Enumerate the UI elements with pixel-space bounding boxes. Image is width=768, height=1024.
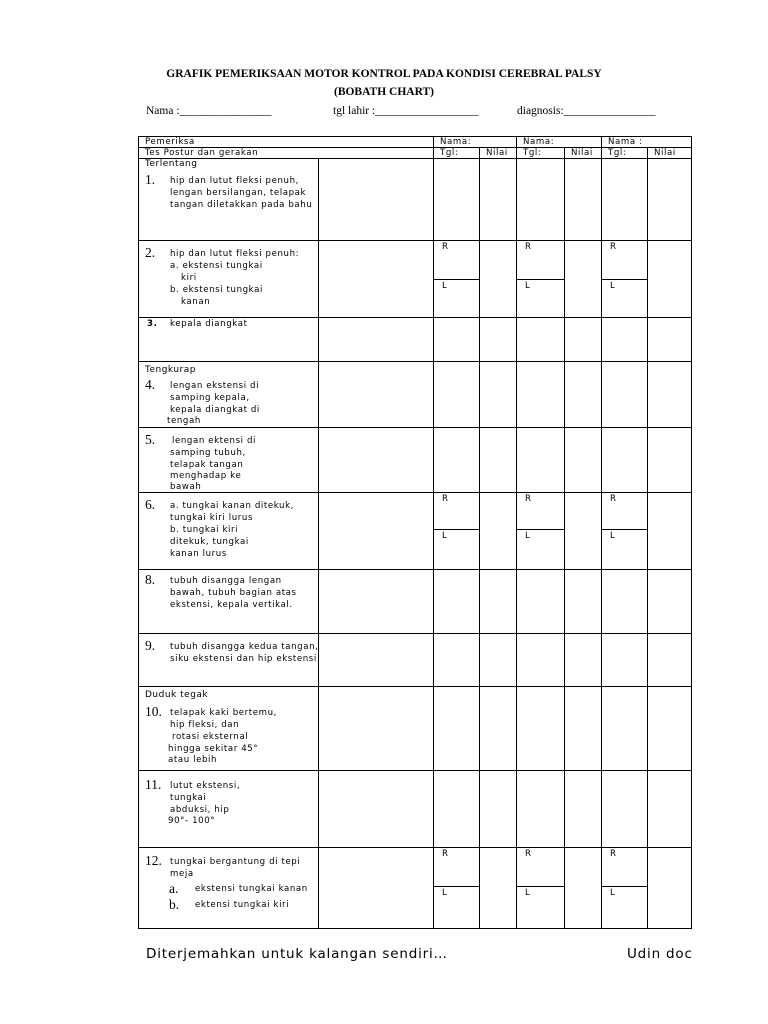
- nama-header-1: Nama:: [434, 137, 517, 148]
- left-label: L: [442, 531, 448, 541]
- tgl-cell[interactable]: [602, 318, 648, 362]
- left-label: L: [442, 888, 448, 898]
- nilai-header-1: Nilai: [480, 148, 517, 159]
- test-text-line: abduksi, hip: [170, 805, 230, 815]
- nilai-cell[interactable]: [648, 771, 692, 848]
- test-text-line: kepala diangkat di: [170, 405, 260, 415]
- test-text-line: bawah, tubuh bagian atas: [170, 588, 297, 598]
- rl-cell[interactable]: [602, 493, 648, 570]
- test-text-line: ekstensi, kepala vertikal.: [170, 600, 293, 610]
- score-cell[interactable]: [319, 493, 434, 570]
- test-text-line: lutut ekstensi,: [170, 781, 241, 791]
- test-number: 3.: [147, 319, 158, 329]
- test-text-line: kanan lurus: [170, 549, 227, 559]
- right-label: R: [610, 494, 617, 504]
- right-label: R: [525, 494, 532, 504]
- nilai-cell[interactable]: [648, 848, 692, 929]
- nilai-cell[interactable]: [480, 570, 517, 634]
- nilai-cell[interactable]: [480, 687, 517, 771]
- test-text-line: tubuh disangga lengan: [170, 576, 282, 586]
- test-text-line: meja: [170, 869, 194, 879]
- rl-divider: [517, 886, 564, 887]
- test-cell-6: [139, 493, 319, 570]
- rl-cell[interactable]: [517, 241, 565, 318]
- test-number: 11.: [145, 777, 162, 792]
- rl-divider: [434, 279, 479, 280]
- test-text-line: telapak kaki bertemu,: [170, 708, 278, 718]
- tgl-cell[interactable]: [434, 634, 480, 687]
- left-label: L: [610, 888, 616, 898]
- nilai-cell[interactable]: [480, 159, 517, 241]
- score-cell[interactable]: [319, 428, 434, 493]
- nilai-cell[interactable]: [480, 771, 517, 848]
- section-terlentang: Terlentang: [145, 159, 198, 169]
- diagnosis-field: diagnosis:________________: [517, 105, 656, 117]
- nilai-header-2: Nilai: [565, 148, 602, 159]
- score-cell[interactable]: [319, 318, 434, 362]
- left-label: L: [610, 531, 616, 541]
- test-text-line: tengah: [167, 416, 201, 426]
- tgl-cell[interactable]: [517, 318, 565, 362]
- nilai-cell[interactable]: [565, 771, 602, 848]
- rl-divider: [517, 529, 564, 530]
- test-row-12: [139, 848, 692, 929]
- tgl-cell[interactable]: [602, 634, 648, 687]
- nilai-cell[interactable]: [648, 159, 692, 241]
- nilai-cell[interactable]: [565, 241, 602, 318]
- test-text-line: tangan diletakkan pada bahu: [170, 200, 313, 210]
- test-text-line: telapak tangan: [170, 460, 244, 470]
- test-text-line: samping kepala,: [170, 393, 250, 403]
- tgl-cell[interactable]: [517, 634, 565, 687]
- nilai-cell[interactable]: [648, 687, 692, 771]
- tgl-lahir-field: tgl lahir :__________________: [333, 105, 479, 117]
- test-cell-10: [139, 687, 319, 771]
- test-number: 9.: [145, 638, 156, 653]
- nilai-cell[interactable]: [648, 493, 692, 570]
- score-cell[interactable]: [319, 634, 434, 687]
- test-row-2: [139, 241, 692, 318]
- nilai-cell[interactable]: [480, 362, 517, 428]
- tgl-cell[interactable]: [602, 159, 648, 241]
- score-cell[interactable]: [319, 771, 434, 848]
- tgl-cell[interactable]: [602, 771, 648, 848]
- left-label: L: [525, 281, 531, 291]
- test-row-8: [139, 570, 692, 634]
- nilai-cell[interactable]: [565, 428, 602, 493]
- test-number: 4.: [145, 377, 156, 392]
- left-label: L: [610, 281, 616, 291]
- test-number: 2.: [145, 245, 156, 260]
- test-number: 12.: [145, 853, 162, 868]
- rl-divider: [434, 886, 479, 887]
- test-text-line: ditekuk, tungkai: [170, 537, 249, 547]
- tgl-cell[interactable]: [517, 428, 565, 493]
- rl-cell[interactable]: [434, 241, 480, 318]
- tgl-cell[interactable]: [602, 428, 648, 493]
- nama-field: Nama :________________: [146, 105, 272, 117]
- nilai-cell[interactable]: [565, 318, 602, 362]
- test-text-line: tungkai kiri lurus: [170, 513, 254, 523]
- right-label: R: [525, 849, 532, 859]
- test-text-line: lengan ektensi di: [172, 436, 257, 446]
- test-cell-5: [139, 428, 319, 493]
- tgl-cell[interactable]: [517, 687, 565, 771]
- tgl-cell[interactable]: [434, 362, 480, 428]
- test-cell-2: [139, 241, 319, 318]
- test-text-line: hingga sekitar 45°: [168, 744, 259, 754]
- nilai-cell[interactable]: [648, 362, 692, 428]
- section-tengkurap: Tengkurap: [145, 365, 196, 375]
- test-text-line: ektensi tungkai kiri: [195, 900, 290, 910]
- nilai-cell[interactable]: [648, 428, 692, 493]
- tgl-cell[interactable]: [517, 362, 565, 428]
- test-text-line: 90°- 100°: [168, 816, 216, 826]
- test-text-line: rotasi eksternal: [172, 732, 249, 742]
- nilai-cell[interactable]: [648, 241, 692, 318]
- test-cell-12: [139, 848, 319, 929]
- rl-cell[interactable]: [602, 241, 648, 318]
- right-label: R: [442, 494, 449, 504]
- test-row-3: [139, 318, 692, 362]
- rl-cell[interactable]: [434, 848, 480, 929]
- test-text-line: hip fleksi, dan: [170, 720, 240, 730]
- document-subtitle: (BOBATH CHART): [333, 86, 434, 98]
- test-text-line: kepala diangkat: [170, 319, 248, 329]
- test-text-line: bawah: [170, 482, 202, 492]
- sub-item-a: a.: [169, 881, 179, 896]
- rl-cell[interactable]: [517, 848, 565, 929]
- tgl-cell[interactable]: [434, 771, 480, 848]
- rl-cell[interactable]: [434, 493, 480, 570]
- test-row-11: [139, 771, 692, 848]
- tgl-cell[interactable]: [434, 318, 480, 362]
- test-text-line: tungkai bergantung di tepi: [170, 857, 301, 867]
- test-cell-8: [139, 570, 319, 634]
- nilai-cell[interactable]: [648, 634, 692, 687]
- score-cell[interactable]: [319, 570, 434, 634]
- test-text-line: b. ekstensi tungkai: [170, 285, 263, 295]
- nilai-cell[interactable]: [480, 634, 517, 687]
- nilai-cell[interactable]: [648, 570, 692, 634]
- test-number: 6.: [145, 497, 156, 512]
- tgl-cell[interactable]: [434, 159, 480, 241]
- nilai-cell[interactable]: [480, 428, 517, 493]
- footer-note: Diterjemahkan untuk kalangan sendiri…: [146, 946, 448, 962]
- nama-header-2: Nama:: [517, 137, 602, 148]
- right-label: R: [525, 242, 532, 252]
- test-text-line: kanan: [181, 297, 211, 307]
- rl-cell[interactable]: [602, 848, 648, 929]
- tgl-cell[interactable]: [602, 570, 648, 634]
- nilai-cell[interactable]: [480, 493, 517, 570]
- score-cell[interactable]: [319, 362, 434, 428]
- tes-header: Tes Postur dan gerakan: [139, 148, 434, 159]
- test-text-line: a. ekstensi tungkai: [170, 261, 263, 271]
- rl-divider: [434, 529, 479, 530]
- test-text-line: siku ekstensi dan hip ekstensi.: [170, 654, 321, 664]
- test-row-6: [139, 493, 692, 570]
- test-cell-4: [139, 362, 319, 428]
- nilai-cell[interactable]: [480, 318, 517, 362]
- nilai-cell[interactable]: [565, 159, 602, 241]
- header-row-tes: [139, 148, 692, 159]
- test-row-9: [139, 634, 692, 687]
- right-label: R: [442, 242, 449, 252]
- test-text-line: ekstensi tungkai kanan: [195, 884, 308, 894]
- nilai-cell[interactable]: [565, 634, 602, 687]
- test-number: 10.: [145, 704, 162, 719]
- tgl-cell[interactable]: [434, 428, 480, 493]
- document-title: GRAFIK PEMERIKSAAN MOTOR KONTROL PADA KONDISI CEREBRAL PALSY: [166, 68, 602, 80]
- test-cell-11: [139, 771, 319, 848]
- tgl-header-2: Tgl:: [517, 148, 565, 159]
- rl-divider: [602, 886, 647, 887]
- tgl-header-1: Tgl:: [434, 148, 480, 159]
- footer-author: Udin doc: [627, 946, 693, 962]
- test-text-line: samping tubuh,: [170, 448, 246, 458]
- test-text-line: tubuh disangga kedua tangan,: [170, 642, 319, 652]
- nilai-cell[interactable]: [480, 241, 517, 318]
- left-label: L: [442, 281, 448, 291]
- rl-divider: [517, 279, 564, 280]
- header-row-pemeriksa: [139, 137, 692, 148]
- score-cell[interactable]: [319, 687, 434, 771]
- test-text-line: tungkai: [170, 793, 207, 803]
- test-text-line: lengan ekstensi di: [170, 381, 260, 391]
- bobath-chart-table: [138, 136, 692, 929]
- test-row-1: [139, 159, 692, 241]
- test-text-line: atau lebih: [168, 755, 218, 765]
- right-label: R: [610, 242, 617, 252]
- test-row-4: [139, 362, 692, 428]
- rl-divider: [602, 279, 647, 280]
- pemeriksa-header: Pemeriksa: [139, 137, 434, 148]
- nilai-cell[interactable]: [565, 362, 602, 428]
- test-row-10: [139, 687, 692, 771]
- test-text-line: menghadap ke: [170, 471, 242, 481]
- tgl-cell[interactable]: [434, 570, 480, 634]
- section-duduk-tegak: Duduk tegak: [145, 690, 209, 700]
- score-cell[interactable]: [319, 848, 434, 929]
- rl-divider: [602, 529, 647, 530]
- left-label: L: [525, 888, 531, 898]
- test-text-line: b. tungkai kiri: [170, 525, 239, 535]
- test-cell-1: [139, 159, 319, 241]
- right-label: R: [442, 849, 449, 859]
- score-cell[interactable]: [319, 241, 434, 318]
- test-row-5: [139, 428, 692, 493]
- sub-item-b: b.: [169, 897, 180, 912]
- right-label: R: [610, 849, 617, 859]
- nilai-cell[interactable]: [565, 848, 602, 929]
- tgl-cell[interactable]: [517, 570, 565, 634]
- left-label: L: [525, 531, 531, 541]
- test-cell-9: [139, 634, 319, 687]
- tgl-header-3: Tgl:: [602, 148, 648, 159]
- nama-header-3: Nama :: [602, 137, 692, 148]
- tgl-cell[interactable]: [517, 771, 565, 848]
- test-text-line: a. tungkai kanan ditekuk,: [170, 501, 295, 511]
- tgl-cell[interactable]: [434, 687, 480, 771]
- rl-cell[interactable]: [517, 493, 565, 570]
- nilai-header-3: Nilai: [648, 148, 692, 159]
- test-text-line: kiri: [181, 273, 197, 283]
- test-number: 1.: [145, 172, 156, 187]
- score-cell[interactable]: [319, 159, 434, 241]
- test-text-line: hip dan lutut fleksi penuh:: [170, 249, 300, 259]
- test-text-line: hip dan lutut fleksi penuh,: [170, 176, 299, 186]
- nilai-cell[interactable]: [648, 318, 692, 362]
- tgl-cell[interactable]: [602, 362, 648, 428]
- tgl-cell[interactable]: [517, 159, 565, 241]
- nilai-cell[interactable]: [565, 493, 602, 570]
- test-cell-3: [139, 318, 319, 362]
- nilai-cell[interactable]: [565, 570, 602, 634]
- nilai-cell[interactable]: [480, 848, 517, 929]
- test-number: 5.: [145, 432, 156, 447]
- nilai-cell[interactable]: [565, 687, 602, 771]
- tgl-cell[interactable]: [602, 687, 648, 771]
- test-text-line: lengan bersilangan, telapak: [170, 188, 307, 198]
- test-number: 8.: [145, 572, 156, 587]
